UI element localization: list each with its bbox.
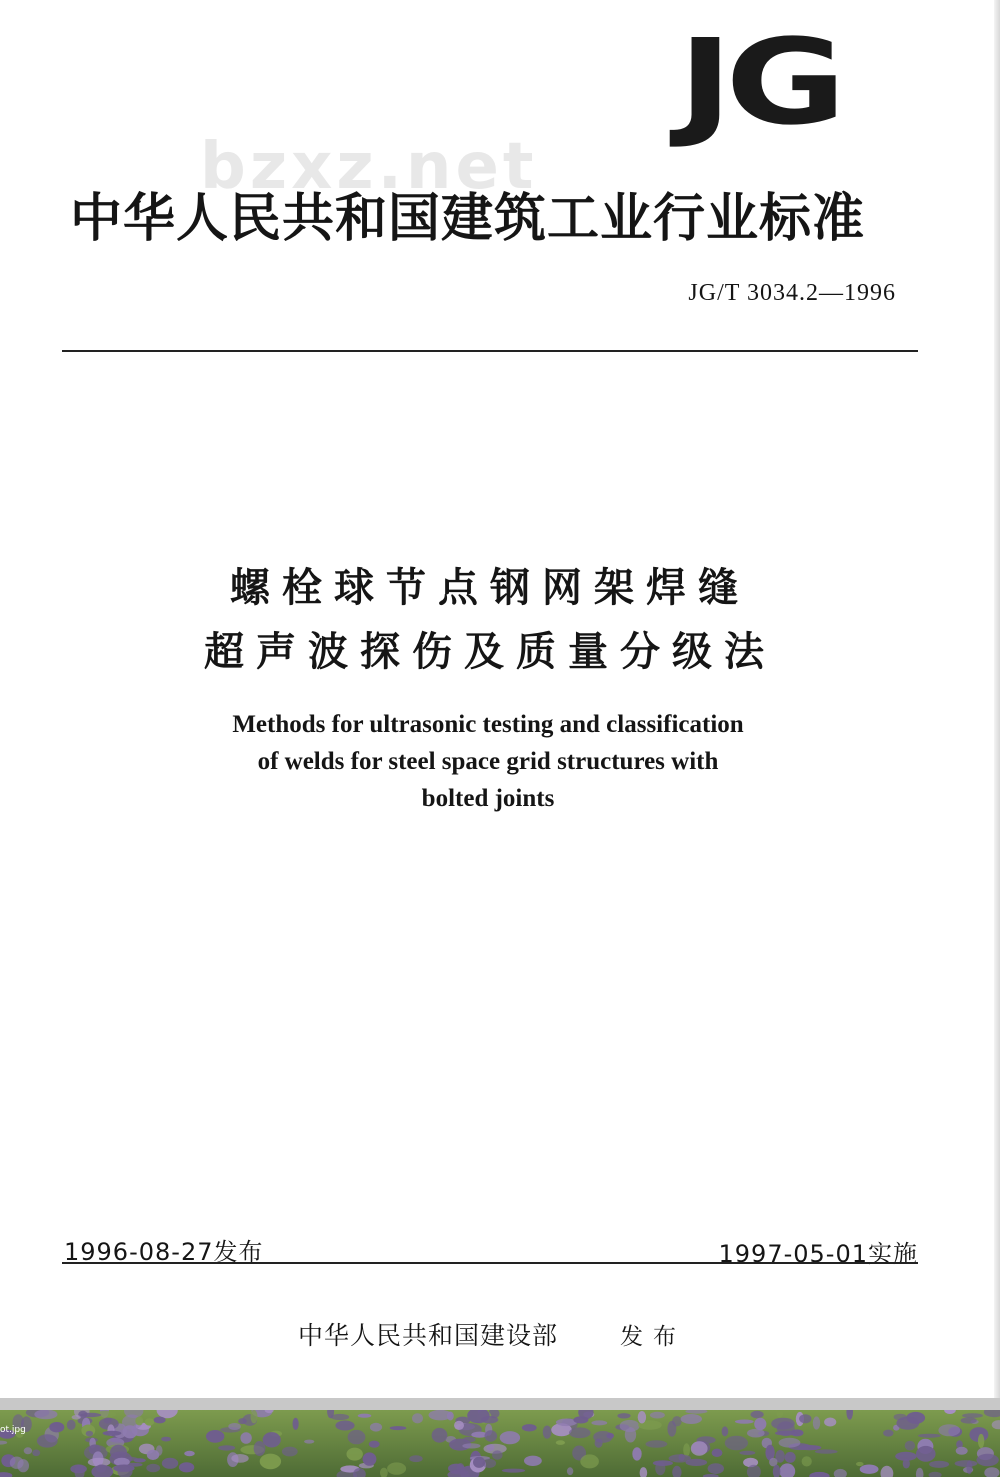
bottom-divider <box>62 1262 918 1264</box>
issue-date: 1996-08-27发布 <box>64 1238 264 1266</box>
flower-photo <box>0 1410 1000 1477</box>
chinese-title-line-2: 超声波探伤及质量分级法 <box>204 629 776 675</box>
watermark: bzxz.net <box>200 130 538 204</box>
chinese-title-line-1: 螺栓球节点钢网架焊缝 <box>230 565 750 611</box>
standard-number: JG/T 3034.2—1996 <box>688 280 896 306</box>
standard-category-title: 中华人民共和国建筑工业行业标准 <box>70 189 866 249</box>
photo-filename: ot.jpg <box>0 1425 26 1435</box>
english-title-line-1: Methods for ultrasonic testing and classification <box>232 711 744 738</box>
flower-photo-strip <box>0 1410 1000 1477</box>
viewer-gray-band <box>0 1398 1000 1410</box>
page-edge-shadow <box>994 0 1000 1398</box>
english-title-line-3: bolted joints <box>421 785 555 812</box>
implementation-date: 1997-05-01实施 <box>718 1240 918 1268</box>
publisher-name: 中华人民共和国建设部 <box>298 1321 559 1350</box>
jg-logo: JG <box>678 13 839 151</box>
english-title-line-2: of welds for steel space grid structures with <box>257 748 719 775</box>
top-divider <box>62 350 918 352</box>
publish-label: 发布 <box>620 1324 686 1350</box>
